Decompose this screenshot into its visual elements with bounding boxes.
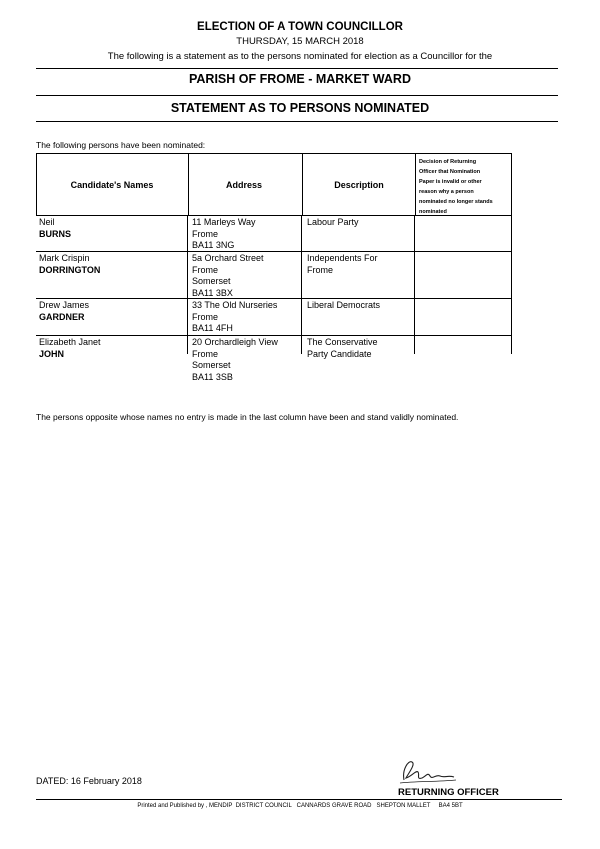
col-header-decision: Decision of Returning Officer that Nomination Paper is invalid or other reason why a person nominated no longer stands nominated <box>419 159 493 215</box>
candidate-address: 33 The Old Nurseries Frome BA11 4FH <box>192 300 278 333</box>
nominations-table <box>36 153 512 382</box>
election-date: THURSDAY, 15 MARCH 2018 <box>236 36 364 47</box>
candidate-address: 11 Marleys Way Frome BA11 3NG <box>192 217 256 250</box>
imprint-footer: Printed and Published by , MENDIP DISTRICT COUNCIL CANNARDS GRAVE ROAD SHEPTON MALLET BA4 5BT <box>137 803 463 809</box>
statement-heading: STATEMENT AS TO PERSONS NOMINATED <box>170 101 430 115</box>
candidate-description: Independents For Frome <box>307 253 378 275</box>
candidate-description: The Conservative Party Candidate <box>307 337 378 359</box>
candidate-name: Drew James GARDNER <box>39 300 90 322</box>
divider <box>36 95 558 96</box>
col-header-address: Address <box>225 179 262 190</box>
table-row <box>36 252 512 298</box>
document-title: ELECTION OF A TOWN COUNCILLOR <box>197 21 403 33</box>
table-row <box>36 299 512 335</box>
candidate-description: Liberal Democrats <box>307 300 381 310</box>
signature-icon <box>396 756 458 786</box>
footer-divider <box>36 799 562 800</box>
table-header <box>36 153 512 216</box>
candidate-address: 5a Orchard Street Frome Somerset BA11 3BX <box>192 253 264 298</box>
validity-note: The persons opposite whose names no entry is made in the last column have been and stand validly nominated. <box>36 412 459 422</box>
table-row <box>36 216 512 251</box>
parish-heading: PARISH OF FROME - MARKET WARD <box>189 72 411 86</box>
col-header-description: Description <box>334 179 384 190</box>
col-header-names: Candidate's Names <box>70 179 154 190</box>
table-row <box>36 336 512 384</box>
divider <box>36 68 558 69</box>
intro-text: The following is a statement as to the persons nominated for election as a Councillor for the <box>107 51 493 62</box>
candidate-name: Neil BURNS <box>39 217 72 239</box>
nominated-label: The following persons have been nominated: <box>36 140 206 150</box>
divider <box>36 121 558 122</box>
candidate-address: 20 Orchardleigh View Frome Somerset BA11 3SB <box>192 337 278 382</box>
dated-line: DATED: 16 February 2018 <box>36 776 142 786</box>
candidate-name: Mark Crispin DORRINGTON <box>39 253 101 275</box>
candidate-name: Elizabeth Janet JOHN <box>39 337 101 359</box>
returning-officer-label: RETURNING OFFICER <box>398 787 499 798</box>
candidate-description: Labour Party <box>307 217 359 227</box>
